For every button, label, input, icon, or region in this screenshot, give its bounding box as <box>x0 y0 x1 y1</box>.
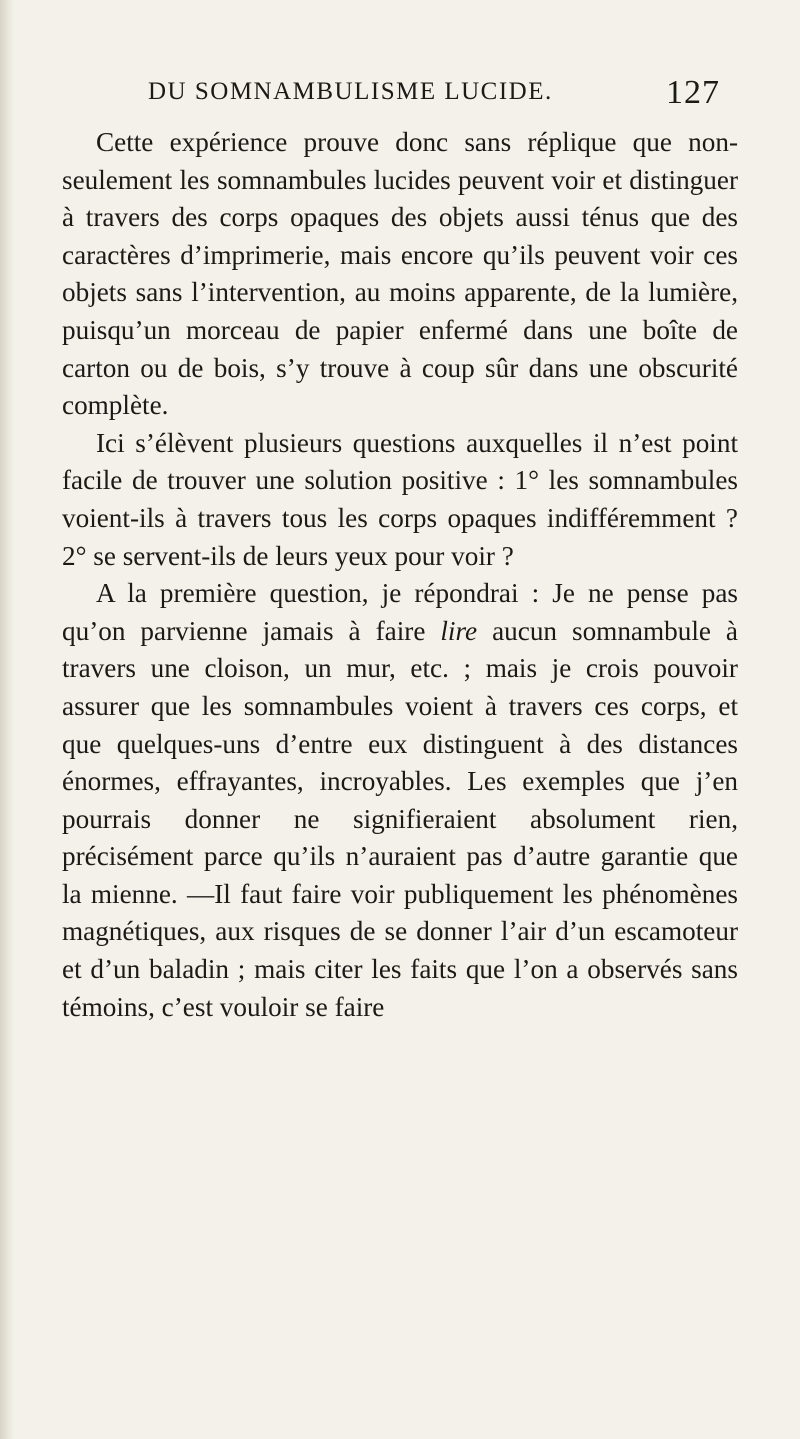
paragraph-1 <box>62 124 738 425</box>
body-text <box>62 124 738 1026</box>
running-head <box>100 74 720 114</box>
paragraph-3-text-end: aucun somnambule à travers une cloison, un mur, etc. ; mais je crois pouvoir assurer que les somnambules voient à travers ces corps, et que quelques-uns d’entre eux distinguent à des distances énormes, effrayantes, incroyables. Les exemples que j’en pourrais donner ne signifieraient absolument rien, précisément parce qu’ils n’auraient pas d’autre garantie que la mienne. —Il faut faire voir publiquement les phénomènes magnétiques, aux risques de se donner l’air d’un escamoteur et d’un baladin ; mais citer les faits que l’on a observés sans témoins, c’est vouloir se faire <box>62 615 738 1022</box>
paragraph-2-text: Ici s’élèvent plusieurs questions auxquelles il n’est point facile de trouver une solution positive : 1° les somnambules voient-ils à travers tous les corps opaques indifféremment ? 2° se servent-ils de leurs yeux pour voir ? <box>62 427 738 571</box>
paragraph-3 <box>62 575 738 1026</box>
paragraph-3-text-start: A la première question, je répondrai : Je ne pense pas qu’on parvienne jamais à faire <box>62 578 738 646</box>
running-title: DU SOMNAMBULISME LUCIDE. <box>148 78 553 105</box>
italic-word: lire <box>440 615 478 646</box>
paragraph-1-text: Cette expérience prouve donc sans réplique que non-seulement les somnambules lucides peuvent voir et distinguer à travers des corps opaques des objets aussi ténus que des caractères d’imprimerie, mais encore qu’ils peuvent voir ces objets sans l’intervention, au moins apparente, de la lumière, puisqu’un morceau de papier enfermé dans une boîte de carton ou de bois, s’y trouve à coup sûr dans une obscurité complète. <box>62 127 738 421</box>
page-number: 127 <box>666 74 720 111</box>
page-gutter-shadow <box>0 0 14 1439</box>
paragraph-2 <box>62 425 738 575</box>
